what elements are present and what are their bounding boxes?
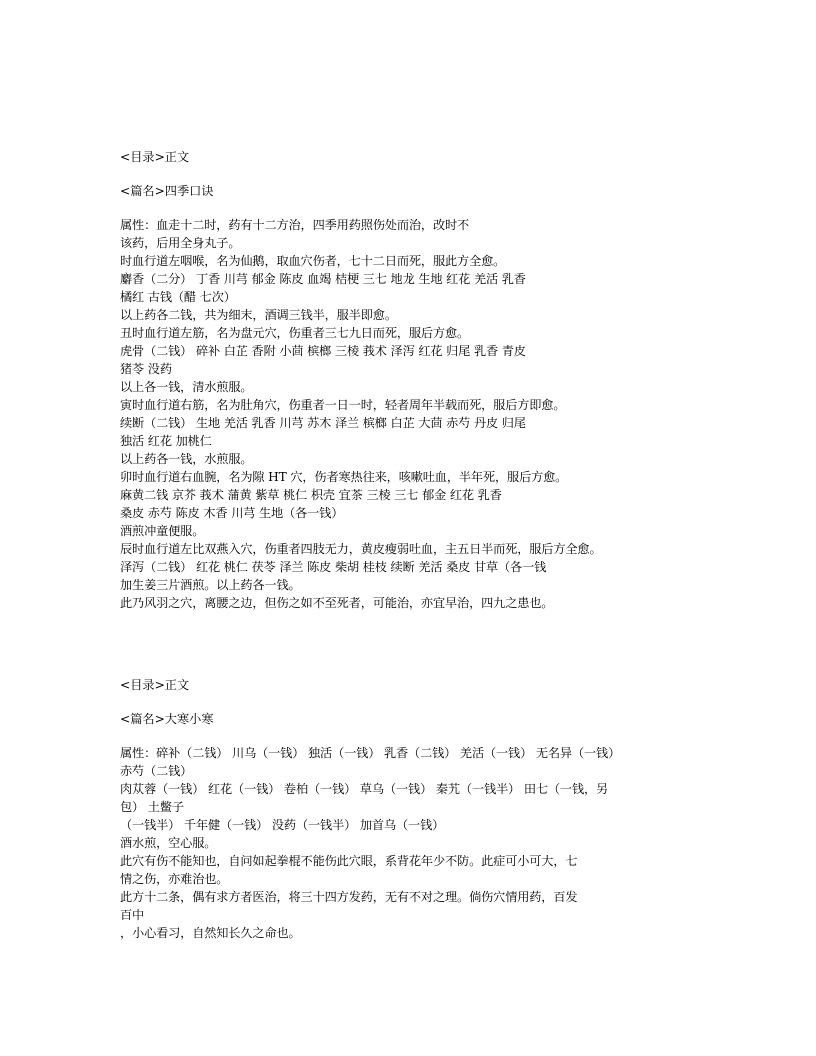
text-line: 以上各一钱，清水煎服。: [120, 380, 253, 394]
text-line: 卯时血行道右血腕，名为隙 HT 穴，伤者寒热往来，咳嗽吐血，半年死，服后方愈。: [120, 470, 568, 484]
text-line: 赤芍（二钱）: [120, 764, 193, 778]
text-line: 加生姜三片酒煎。以上药各一钱。: [120, 578, 301, 592]
text-line: 猪苓 没药: [120, 362, 172, 376]
text-line: ，小心看习，自然知长久之命也。: [120, 926, 301, 940]
section-body: [120, 216, 710, 612]
text-line: 续断（二钱） 生地 羌活 乳香 川芎 苏木 泽兰 槟榔 白芷 大茴 赤芍 丹皮 归尾: [120, 416, 526, 430]
section-body: [120, 744, 710, 942]
catalog-heading: <目录>正文: [120, 678, 190, 692]
text-line: 该药，后用全身丸子。: [120, 236, 241, 250]
text-line: 此穴有伤不能知也，自问如起拳棍不能伤此穴眼，系背花年少不防。此症可小可大，七: [120, 854, 578, 868]
text-line: 属性：碎补（二钱） 川乌（一钱） 独活（一钱） 乳香（二钱） 羌活（一钱） 无名异（一钱）: [120, 746, 621, 760]
text-line: 虎骨（二钱） 碎补 白芷 香附 小茴 槟榔 三棱 莪术 泽泻 红花 归尾 乳香 青皮: [120, 344, 526, 358]
text-line: 以上药各一钱，水煎服。: [120, 452, 253, 466]
text-line: 丑时血行道左筋，名为盘元穴，伤重者三七九日而死，服后方愈。: [120, 326, 470, 340]
text-line: 独活 红花 加桃仁: [120, 434, 212, 448]
text-line: 肉苁蓉（一钱） 红花（一钱） 卷柏（一钱） 草乌（一钱） 秦艽（一钱半） 田七（一钱，另: [120, 782, 609, 796]
text-line: 属性：血走十二时，药有十二方治，四季用药照伤处而治，改时不: [120, 218, 470, 232]
text-line: 百中: [120, 908, 145, 922]
chapter-title: <篇名>四季口诀: [120, 184, 214, 198]
text-line: 酒水煎，空心服。: [120, 836, 217, 850]
text-line: 此方十二条，偶有求方者医治，将三十四方发药，无有不对之理。倘伤穴情用药，百发: [120, 890, 578, 904]
text-line: 此乃风羽之穴，离腰之边，但伤之如不至死者，可能治，亦宜早治，四九之患也。: [120, 596, 554, 610]
text-line: 泽泻（二钱） 红花 桃仁 茯苓 泽兰 陈皮 柴胡 桂枝 续断 羌活 桑皮 甘草（各一钱: [120, 560, 547, 574]
text-line: 橘红 古钱（醋 七次）: [120, 290, 236, 304]
text-line: 麻黄二钱 京芥 莪术 蒲黄 紫草 桃仁 枳壳 宜茶 三棱 三七 郁金 红花 乳香: [120, 488, 502, 502]
text-line: 桑皮 赤芍 陈皮 木香 川芎 生地（各一钱）: [120, 506, 344, 520]
text-line: 麝香（二分） 丁香 川芎 郁金 陈皮 血竭 桔梗 三七 地龙 生地 红花 羌活 乳香: [120, 272, 526, 286]
section-four-seasons: [120, 148, 710, 612]
chapter-title: <篇名>大寒小寒: [120, 712, 214, 726]
text-line: 以上药各二钱，共为细末，酒调三钱半，服半即愈。: [120, 308, 397, 322]
text-line: 包） 土鳖子: [120, 800, 184, 814]
text-line: 时血行道左咽喉，名为仙鹅，取血穴伤者，七十二日而死，服此方全愈。: [120, 254, 506, 268]
text-line: 酒煎冲童便服。: [120, 524, 205, 538]
catalog-heading: <目录>正文: [120, 150, 190, 164]
text-line: （一钱半） 千年健（一钱） 没药（一钱半） 加首乌（一钱）: [120, 818, 445, 832]
text-line: 寅时血行道右筋，名为肚角穴，伤重者一日一时，轻者周年半载而死，服后方即愈。: [120, 398, 566, 412]
text-line: 情之伤，亦难治也。: [120, 872, 229, 886]
text-line: 辰时血行道左比双燕入穴，伤重者四肢无力，黄皮瘦弱吐血，主五日半而死，服后方全愈。: [120, 542, 602, 556]
section-great-cold: [120, 676, 710, 942]
